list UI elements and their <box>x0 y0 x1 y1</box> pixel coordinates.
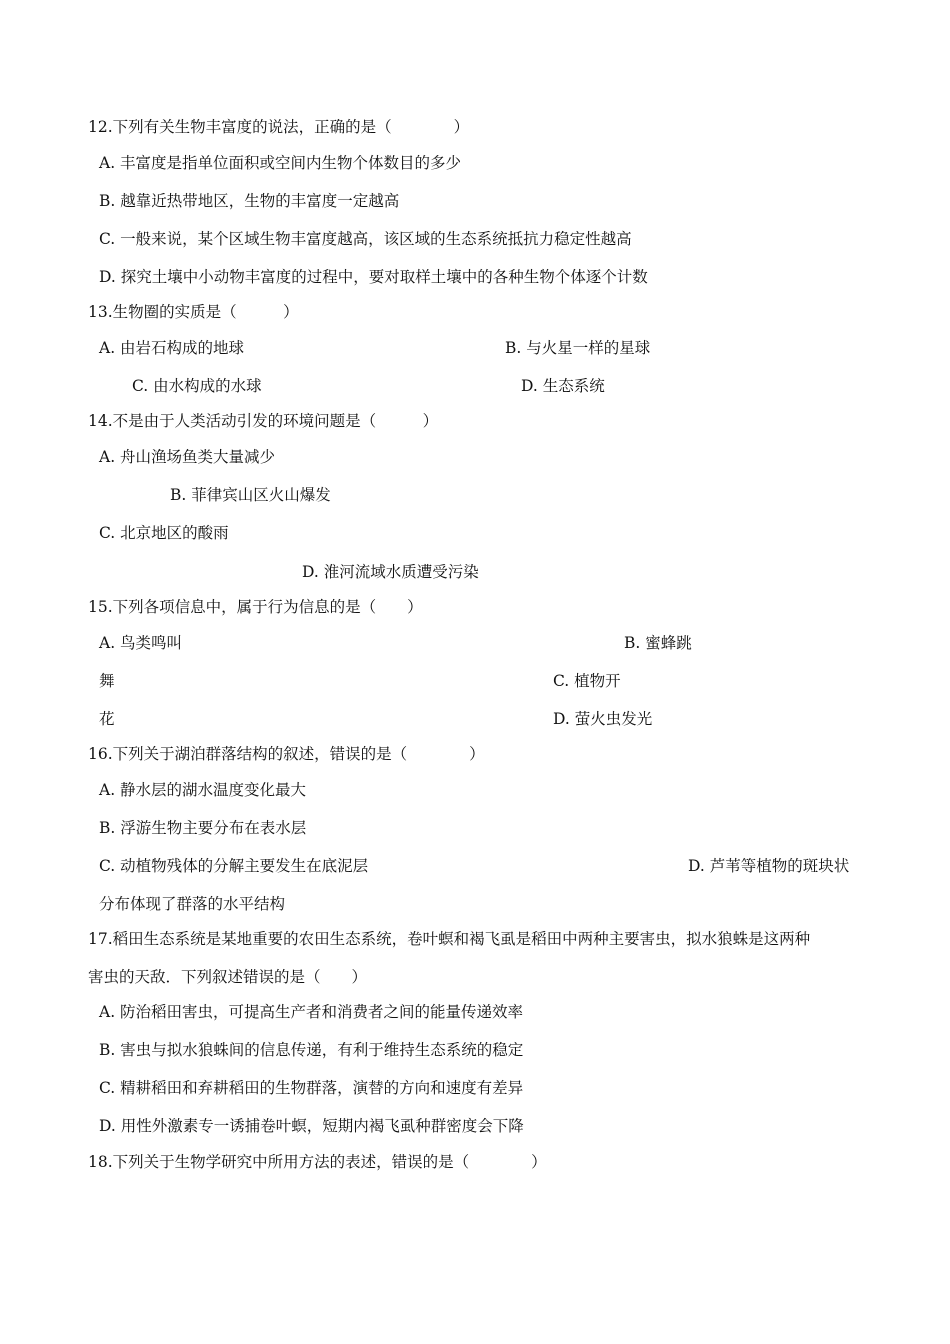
question-15-option-d: D. 萤火虫发光 <box>553 710 653 728</box>
question-16-option-a: A. 静水层的湖水温度变化最大 <box>99 781 307 799</box>
question-15-option-b-continued: 舞 <box>99 672 115 690</box>
question-12-option-b: B. 越靠近热带地区，生物的丰富度一定越高 <box>99 192 400 210</box>
question-13-stem: 13.生物圈的实质是（ ） <box>88 303 299 321</box>
question-13-option-a: A. 由岩石构成的地球 <box>99 339 245 357</box>
question-16-option-c: C. 动植物残体的分解主要发生在底泥层 <box>99 857 369 875</box>
question-14-option-b: B. 菲律宾山区火山爆发 <box>170 486 331 504</box>
question-18-stem: 18.下列关于生物学研究中所用方法的表述，错误的是（ ） <box>88 1153 547 1171</box>
question-17-option-a: A. 防治稻田害虫，可提高生产者和消费者之间的能量传递效率 <box>99 1003 524 1021</box>
question-15-option-b: B. 蜜蜂跳 <box>624 634 692 652</box>
question-17-option-b: B. 害虫与拟水狼蛛间的信息传递，有利于维持生态系统的稳定 <box>99 1041 524 1059</box>
question-17-option-d: D. 用性外激素专一诱捕卷叶螟，短期内褐飞虱种群密度会下降 <box>99 1117 524 1135</box>
question-12-option-d: D. 探究土壤中小动物丰富度的过程中，要对取样土壤中的各种生物个体逐个计数 <box>99 268 648 286</box>
question-14-option-d: D. 淮河流域水质遭受污染 <box>302 563 479 581</box>
question-14-stem: 14.不是由于人类活动引发的环境问题是（ ） <box>88 412 439 430</box>
question-12-stem: 12.下列有关生物丰富度的说法，正确的是（ ） <box>88 118 470 136</box>
question-16-option-d: D. 芦苇等植物的斑块状 <box>688 857 850 875</box>
question-12-option-c: C. 一般来说，某个区域生物丰富度越高，该区域的生态系统抵抗力稳定性越高 <box>99 230 632 248</box>
question-15-option-c: C. 植物开 <box>553 672 621 690</box>
question-17-stem-continued: 害虫的天敌．下列叙述错误的是（ ） <box>88 968 368 986</box>
question-15-stem: 15.下列各项信息中，属于行为信息的是（ ） <box>88 598 423 616</box>
question-15-option-a: A. 鸟类鸣叫 <box>99 634 183 652</box>
question-13-option-c: C. 由水构成的水球 <box>132 377 262 395</box>
question-17-stem: 17.稻田生态系统是某地重要的农田生态系统，卷叶螟和褐飞虱是稻田中两种主要害虫，拟水狼蛛是这两种 <box>88 930 811 948</box>
question-15-option-c-continued: 花 <box>99 710 115 728</box>
question-16-option-d-continued: 分布体现了群落的水平结构 <box>99 895 286 913</box>
question-13-option-d: D. 生态系统 <box>521 377 605 395</box>
question-13-option-b: B. 与火星一样的星球 <box>505 339 651 357</box>
question-17-option-c: C. 精耕稻田和弃耕稻田的生物群落，演替的方向和速度有差异 <box>99 1079 524 1097</box>
question-14-option-a: A. 舟山渔场鱼类大量减少 <box>99 448 276 466</box>
question-12-option-a: A. 丰富度是指单位面积或空间内生物个体数目的多少 <box>99 154 462 172</box>
question-16-option-b: B. 浮游生物主要分布在表水层 <box>99 819 307 837</box>
question-16-stem: 16.下列关于湖泊群落结构的叙述，错误的是（ ） <box>88 745 485 763</box>
question-14-option-c: C. 北京地区的酸雨 <box>99 524 229 542</box>
